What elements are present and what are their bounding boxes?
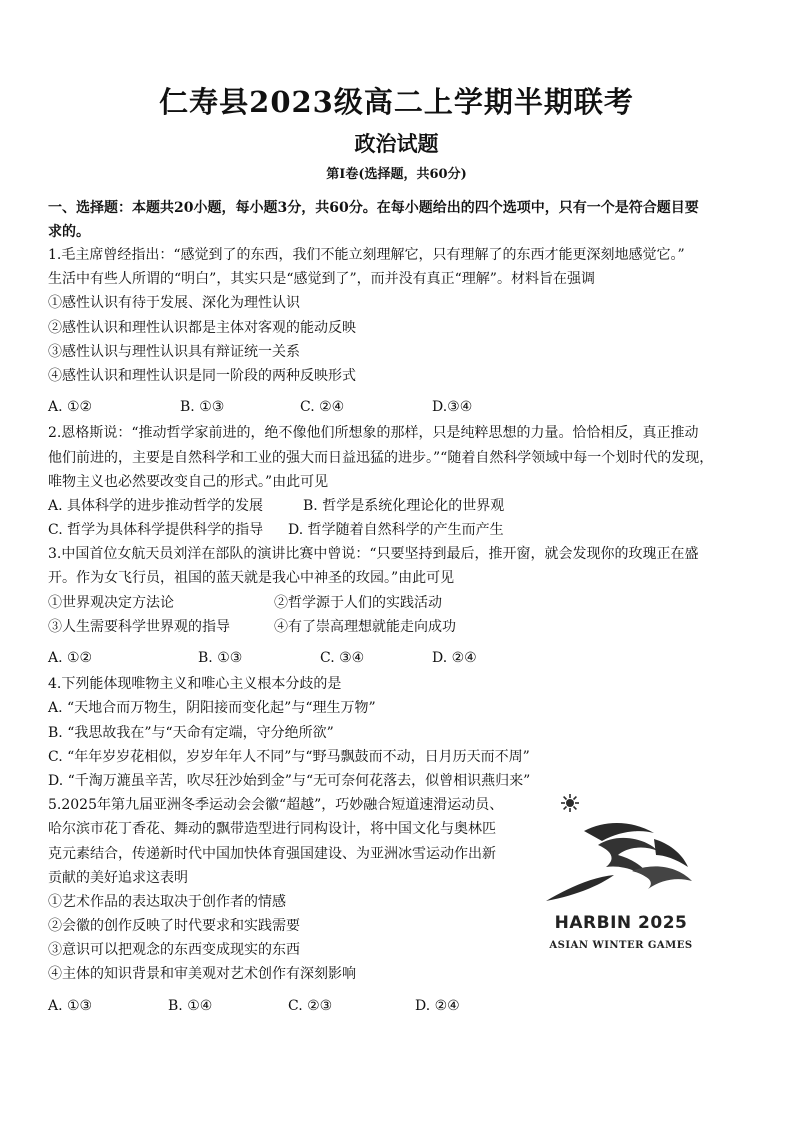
option-b: B. ①③	[180, 399, 225, 416]
answer-options	[48, 994, 756, 1018]
statement: ④感性认识和理性认识是同一阶段的两种反映形式	[48, 367, 356, 384]
answer-options	[48, 518, 756, 542]
statements-row	[48, 615, 756, 639]
question-line: 1.毛主席曾经指出：“感觉到了的东西，我们不能立刻理解它，只有理解了的东西才能更深刻地感觉它。”	[48, 247, 685, 263]
statement: ①世界观决定方法论	[48, 594, 174, 611]
questions	[48, 243, 756, 1020]
option-a: A. ①③	[48, 997, 93, 1014]
option-d: D. “千淘万漉虽辛苦，吹尽狂沙始到金”与“无可奈何花落去，似曾相识燕归来”	[48, 772, 531, 789]
option-d: D. 哲学随着自然科学的产生而产生	[288, 522, 504, 539]
question-line: 他们前进的，主要是自然科学和工业的强大而日益迅猛的进步。”“随着自然科学领域中每一个划时代的发现，	[48, 449, 714, 466]
statement: ④有了崇高理想就能走向成功	[274, 618, 456, 635]
option-c: C. ②④	[300, 399, 345, 416]
option-d: D.③④	[432, 399, 473, 416]
exam-subtitle: 政治试题	[354, 131, 439, 156]
question-line: 4.下列能体现唯物主义和唯心主义根本分歧的是	[48, 676, 342, 693]
answer-options	[48, 494, 756, 518]
question-line: 克元素结合，传递新时代中国加快体育强国建设、为亚洲冰雪运动作出新	[48, 845, 496, 862]
option-a: A. 具体科学的进步推动哲学的发展	[48, 497, 264, 514]
statement: ①艺术作品的表达取决于创作者的情感	[48, 893, 286, 910]
question-line: 唯物主义也必然要改变自己的形式。”由此可见	[48, 473, 329, 490]
option-b: B. “我思故我在”与“天命有定端，守分绝所欲”	[48, 724, 334, 741]
logo-subtitle: ASIAN WINTER GAMES	[549, 940, 693, 952]
option-d: D. ②④	[432, 650, 477, 666]
question-3	[48, 542, 756, 670]
statement: ②感性认识和理性认识都是主体对客观的能动反映	[48, 319, 356, 336]
statement: ③感性认识与理性认识具有辩证统一关系	[48, 343, 300, 360]
statement: ④主体的知识背景和审美观对艺术创作有深刻影响	[48, 966, 356, 983]
exam-title: 仁寿县2023级高二上学期半期联考	[159, 85, 634, 119]
statement: ③意识可以把观念的东西变成现实的东西	[48, 942, 300, 959]
question-line: 开。作为女飞行员，祖国的蓝天就是我心中神圣的玫园。”由此可见	[48, 570, 455, 587]
option-c: C. ②③	[288, 997, 333, 1014]
option-c: C. ③④	[320, 650, 365, 666]
option-b: B. ①③	[198, 650, 243, 666]
question-line: 2.恩格斯说：“推动哲学家前进的，绝不像他们所想象的那样，只是纯粹思想的力量。恰恰相反，真正推动	[48, 425, 699, 442]
instructions	[48, 196, 750, 244]
option-d: D. ②④	[415, 997, 460, 1014]
question-line: 3.中国首位女航天员刘洋在部队的演讲比赛中曾说：“只要坚持到最后，推开窗，就会发现你的玫瑰正在盛	[48, 546, 699, 563]
question-line: 5.2025年第九届亚洲冬季运动会会徽“超越”，巧妙融合短道速滑运动员、	[48, 797, 504, 814]
statement: ②哲学源于人们的实践活动	[274, 594, 442, 611]
option-c: C. “年年岁岁花相似，岁岁年年人不同”与“野马飘鼓而不动，日月历天而不周”	[48, 748, 530, 765]
question-5	[48, 793, 756, 1018]
section-label: 第Ⅰ卷(选择题，共60分)	[326, 167, 467, 182]
question-line: 哈尔滨市花丁香花、舞动的飘带造型进行同构设计，将中国文化与奥林匹	[48, 821, 496, 838]
instructions-line: 一、选择题：本题共20小题，每小题3分，共60分。在每小题给出的四个选项中，只有一个是符合题目要	[48, 200, 699, 216]
logo-title: HARBIN 2025	[554, 913, 688, 934]
statement: ②会徽的创作反映了时代要求和实践需要	[48, 918, 300, 935]
question-5-text	[48, 793, 528, 987]
question-4	[48, 672, 756, 793]
option-a: A. ①②	[48, 650, 93, 666]
question-1	[48, 243, 756, 419]
option-a: A. ①②	[48, 399, 93, 416]
option-a: A. “天地合而万物生，阴阳接而变化起”与“理生万物”	[48, 700, 376, 717]
statement: ①感性认识有待于发展、深化为理性认识	[48, 295, 300, 312]
statement: ③人生需要科学世界观的指导	[48, 618, 230, 635]
instructions-line: 求的。	[48, 224, 90, 240]
answer-options	[48, 395, 756, 419]
question-line: 贡献的美好追求这表明	[48, 869, 188, 886]
option-b: B. 哲学是系统化理论化的世界观	[303, 497, 505, 514]
question-line: 生活中有些人所谓的“明白”，其实只是“感觉到了”，而并没有真正“理解”。材料旨在强调	[48, 271, 595, 288]
option-b: B. ①④	[168, 997, 213, 1014]
statements-row	[48, 591, 756, 615]
question-2	[48, 421, 756, 542]
answer-options	[48, 646, 756, 670]
harbin-2025-logo	[536, 793, 706, 953]
asian-games-emblem-icon	[536, 793, 706, 913]
option-c: C. 哲学为具体科学提供科学的指导	[48, 522, 264, 539]
